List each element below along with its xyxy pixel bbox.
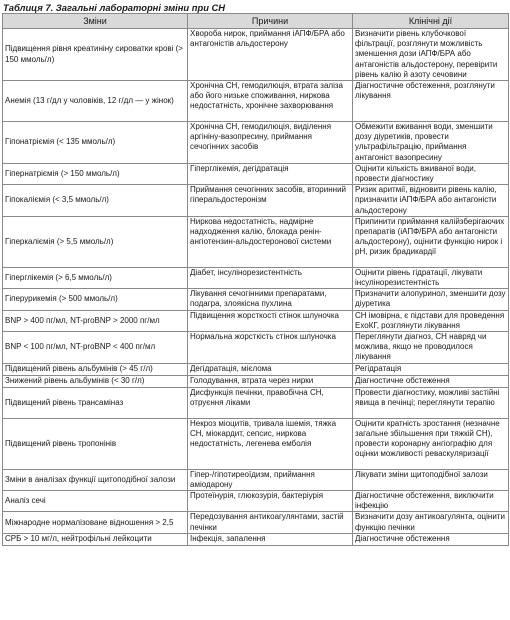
change-cell: Підвищення рівня креатиніну сироватки крові (> 150 ммоль/л) (3, 29, 188, 81)
action-cell: Провести діагностику, можливі застійні явища в печінці; переглянути терапію (353, 387, 509, 418)
column-header-actions: Клінічні дії (353, 14, 509, 29)
action-cell: Оцінити кратність зростання (незначне загальне збільшення при тяжкій СН), провести коронарну ангіографію для оцінки можливості реваскуляризації (353, 418, 509, 469)
table-row (3, 533, 509, 545)
cause-cell: Дегідратація, мієлома (188, 363, 353, 375)
table-row (3, 289, 509, 310)
cause-cell: Лікування сечогінними препаратами, подагра, злоякісна пухлина (188, 289, 353, 310)
cause-cell: Протеїнурія, глюкозурія, бактеріурія (188, 491, 353, 512)
table-row (3, 469, 509, 490)
cause-cell: Ниркова недостатність, надмірне надходження калію, блокада ренін-ангіотензин-альдостеронової системи (188, 216, 353, 267)
change-cell: Гіперурикемія (> 500 ммоль/л) (3, 289, 188, 310)
table-row (3, 122, 509, 164)
action-cell: Ризик аритмії, відновити рівень калію, призначити іАПФ/БРА або антагоністи альдостерону (353, 185, 509, 217)
action-cell: Діагностичне обстеження, розглянути лікування (353, 81, 509, 122)
change-cell: BNP > 400 пг/мл, NT-proBNP > 2000 пг/мл (3, 310, 188, 331)
change-cell: BNP < 100 пг/мл, NT-proBNP < 400 пг/мл (3, 332, 188, 364)
table-row (3, 363, 509, 375)
change-cell: Зміни в аналізах функції щитоподібної залози (3, 469, 188, 490)
table-row (3, 185, 509, 217)
cause-cell: Некроз міоцитів, тривала ішемія, тяжка СН, міокардит, сепсис, ниркова недостатність, легенева емболія (188, 418, 353, 469)
action-cell: Визначити рівень клубочкової фільтрації, розглянути можливість зменшення дози іАПФ/БРА або антагоністів альдостерону, перевірити рівень калію й азоту сечовини (353, 29, 509, 81)
change-cell: Підвищений рівень тропонінів (3, 418, 188, 469)
change-cell: Анемія (13 г/дл у чоловіків, 12 г/дл — у жінок) (3, 81, 188, 122)
lab-changes-table (2, 13, 509, 546)
cause-cell: Гіпер-/гіпотиреоїдизм, приймання аміодарону (188, 469, 353, 490)
change-cell: Гіпокаліємія (< 3,5 ммоль/л) (3, 185, 188, 217)
table-row (3, 512, 509, 533)
action-cell: Призначити алопуринол, зменшити дозу діуретика (353, 289, 509, 310)
column-header-causes: Причини (188, 14, 353, 29)
action-cell: Припинити приймання калійзберігаючих препаратів (іАПФ/БРА або антагоністи альдостерону), оцінити функцію нирок і pH, ризик брадикардії (353, 216, 509, 267)
cause-cell: Діабет, інсулінорезистентність (188, 267, 353, 288)
table-row (3, 29, 509, 81)
table-row (3, 163, 509, 184)
cause-cell: Нормальна жорсткість стінок шлуночка (188, 332, 353, 364)
change-cell: Гіпонатріємія (< 135 ммоль/л) (3, 122, 188, 164)
action-cell: Діагностичне обстеження (353, 533, 509, 545)
action-cell: Переглянути діагноз, СН навряд чи можлива, якщо не проводилося лікування (353, 332, 509, 364)
table-row (3, 418, 509, 469)
table-row (3, 81, 509, 122)
table-row (3, 216, 509, 267)
action-cell: Оцінити рівень гідратації, лікувати інсулінорезистентність (353, 267, 509, 288)
table-row (3, 310, 509, 331)
cause-cell: Голодування, втрата через нирки (188, 375, 353, 387)
action-cell: Регідратація (353, 363, 509, 375)
table-row (3, 332, 509, 364)
cause-cell: Приймання сечогінних засобів, вторинний гіперальдостеронізм (188, 185, 353, 217)
action-cell: Лікувати зміни щитоподібної залози (353, 469, 509, 490)
action-cell: СН імовірна, є підстави для проведення ЕхоКГ, розглянути лікування (353, 310, 509, 331)
action-cell: Оцінити кількість вживаної води, провести діагностику (353, 163, 509, 184)
change-cell: Гіперглікемія (> 6,5 ммоль/л) (3, 267, 188, 288)
action-cell: Діагностичне обстеження (353, 375, 509, 387)
change-cell: Підвищений рівень трансаміназ (3, 387, 188, 418)
change-cell: Знижений рівень альбумінів (< 30 г/л) (3, 375, 188, 387)
change-cell: Аналіз сечі (3, 491, 188, 512)
change-cell: Гіпернатріємія (> 150 ммоль/л) (3, 163, 188, 184)
table-row (3, 375, 509, 387)
cause-cell: Дисфункція печінки, правобічна СН, отруєння ліками (188, 387, 353, 418)
change-cell: СРБ > 10 мг/л, нейтрофільні лейкоцити (3, 533, 188, 545)
cause-cell: Передозування антикоагулянтами, застій печінки (188, 512, 353, 533)
table-caption: Таблиця 7. Загальні лабораторні зміни при СН (3, 2, 226, 13)
change-cell: Гіперкаліємія (> 5,5 ммоль/л) (3, 216, 188, 267)
cause-cell: Хронічна СН, гемодилюція, втрата заліза або його низьке споживання, ниркова недостатність, хронічне захворювання (188, 81, 353, 122)
change-cell: Підвищений рівень альбумінів (> 45 г/л) (3, 363, 188, 375)
action-cell: Визначити дозу антикоагулянта, оцінити функцію печінки (353, 512, 509, 533)
cause-cell: Хронічна СН, гемодилюція, виділення аргініну-вазопресину, приймання сечогінних засобів (188, 122, 353, 164)
change-cell: Міжнародне нормалізоване відношення > 2,5 (3, 512, 188, 533)
cause-cell: Інфекція, запалення (188, 533, 353, 545)
column-header-changes: Зміни (3, 14, 188, 29)
action-cell: Діагностичне обстеження, виключити інфекцію (353, 491, 509, 512)
table-row (3, 387, 509, 418)
cause-cell: Підвищення жорсткості стінок шлуночка (188, 310, 353, 331)
cause-cell: Гіперглікемія, дегідратація (188, 163, 353, 184)
table-header-row (3, 14, 509, 29)
table-row (3, 267, 509, 288)
table-row (3, 491, 509, 512)
action-cell: Обмежити вживання води, зменшити дозу діуретиків, провести ультрафільтрацію, приймання антагоніст вазопресину (353, 122, 509, 164)
cause-cell: Хвороба нирок, приймання іАПФ/БРА або антагоністів альдостерону (188, 29, 353, 81)
